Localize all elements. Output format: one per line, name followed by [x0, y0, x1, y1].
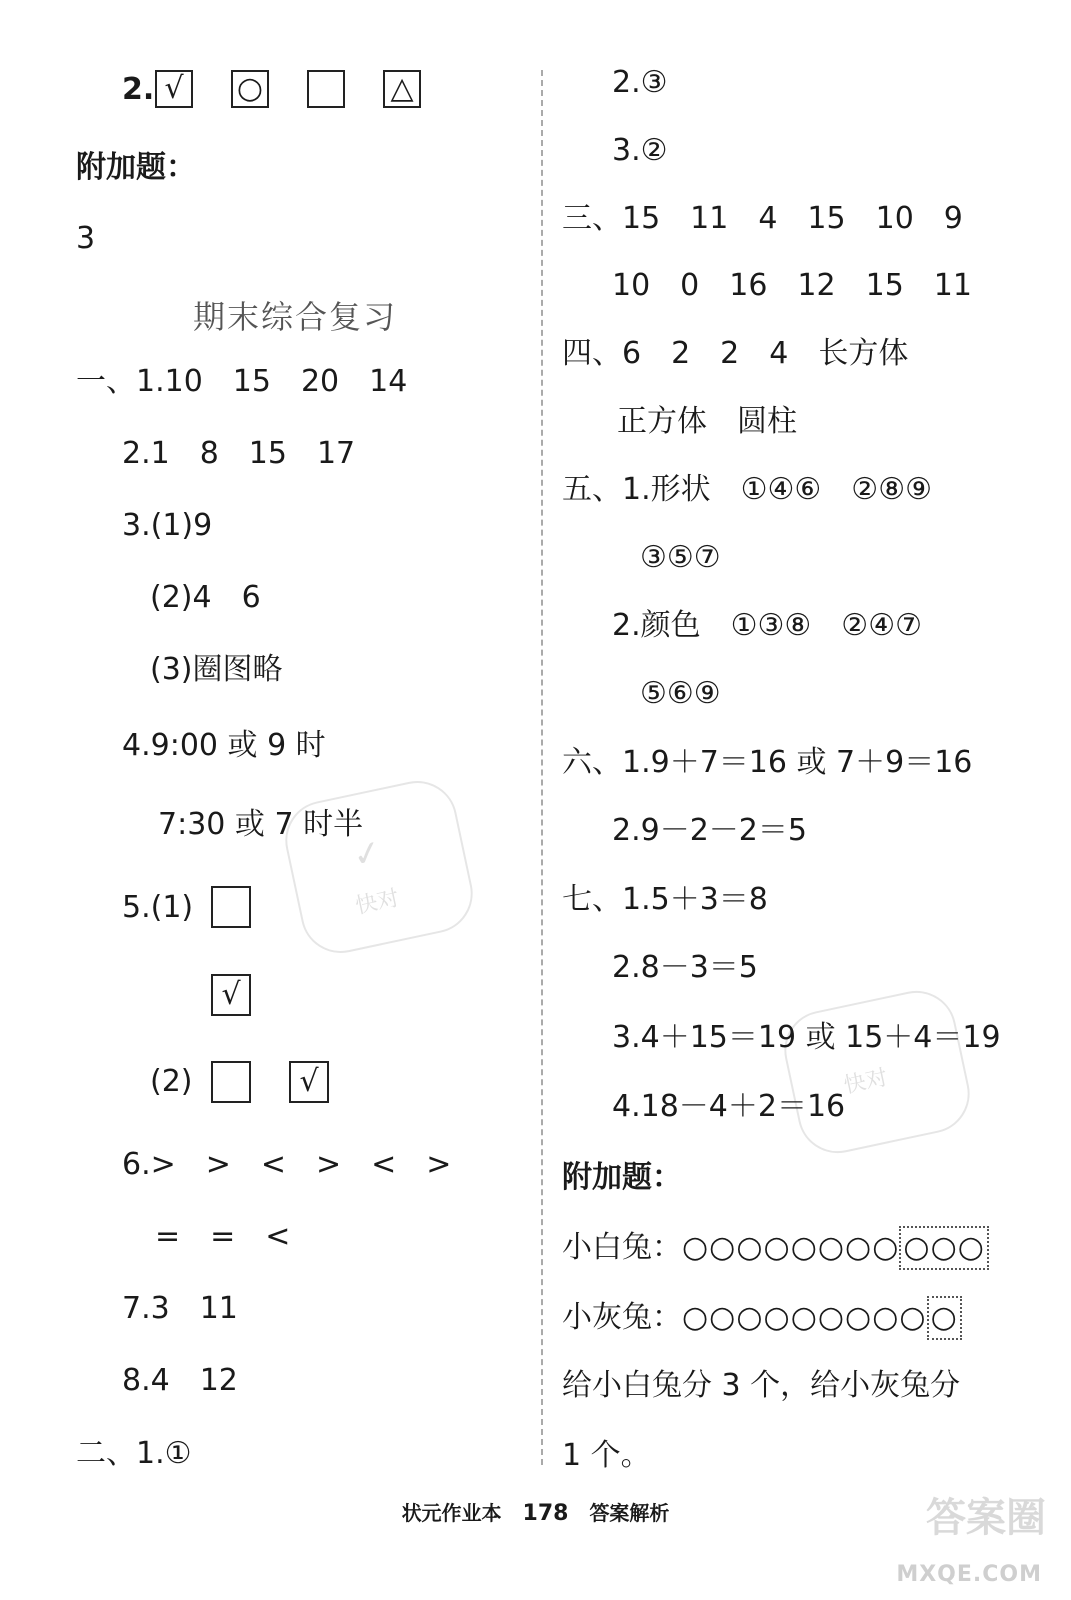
answer-box: √ [211, 974, 251, 1016]
watermark-stamp: 快对 [777, 983, 977, 1160]
answer-line: 2.颜色 ①③⑧ ②④⑦ [612, 608, 922, 643]
answer-line: 2.③ [612, 65, 668, 100]
book-name: 状元作业本 [401, 1501, 502, 1525]
answer-line: 六、1.9＋7＝16 或 7＋9＝16 [562, 745, 973, 780]
answer-line: 七、1.5＋3＝8 [562, 882, 768, 917]
answer-line: 8.4 12 [122, 1363, 238, 1398]
answer-line: 给小白兔分 3 个，给小灰兔分 [562, 1368, 961, 1403]
answer-box [211, 1061, 251, 1103]
answer-line: 2.1 8 15 17 [122, 436, 356, 471]
answer-line: 3.② [612, 133, 668, 168]
answer-line: 4.9:00 或 9 时 [122, 728, 326, 763]
answer-line: 1 个。 [562, 1438, 651, 1473]
answer-line: 一、1.10 15 20 14 [76, 364, 408, 399]
answer-line: = = < [155, 1219, 291, 1254]
answer-box [211, 886, 251, 928]
answer-line: 10 0 16 12 15 11 [612, 268, 972, 303]
bonus-label: 附加题： [562, 1160, 682, 1195]
column-divider [541, 70, 543, 1465]
answer-line: 7:30 或 7 时半 [158, 807, 364, 842]
answer-line: (3)圈图略 [150, 652, 283, 687]
white-rabbit-share: ○○○ [899, 1226, 989, 1270]
answer-box [307, 70, 345, 108]
q2-prefix: 2. [122, 72, 155, 107]
answer-line: ⑤⑥⑨ [640, 676, 721, 711]
white-rabbit-label: 小白兔： [562, 1230, 682, 1265]
answer-line: 二、1.① [76, 1436, 192, 1471]
answer-line: 三、15 11 4 15 10 9 [562, 201, 963, 236]
answer-line: 正方体 圆柱 [617, 404, 797, 439]
grey-rabbit-line [562, 1296, 962, 1340]
grey-rabbit-share: ○ [927, 1296, 962, 1340]
answer-line: 2.9－2－2＝5 [612, 813, 807, 848]
answer-line: 2.8－3＝5 [612, 950, 758, 985]
section-name: 答案解析 [589, 1501, 670, 1525]
answer-line: 3.4＋15＝19 或 15＋4＝19 [612, 1020, 1001, 1055]
white-rabbit-dots: ○○○○○○○○ [682, 1230, 900, 1265]
answer-box: ○ [231, 70, 269, 108]
page-number: 178 [522, 1501, 569, 1526]
answer-line: (2)4 6 [150, 580, 261, 615]
answer-line: 3.(1)9 [122, 508, 213, 543]
section-title: 期末综合复习 [192, 298, 397, 336]
watermark-stamp: ✓ 快对 [278, 774, 480, 961]
answer-line: (2) [150, 1064, 193, 1099]
bonus-label: 附加题： [76, 150, 196, 185]
answer-box: √ [155, 70, 193, 108]
grey-rabbit-label: 小灰兔： [562, 1300, 682, 1335]
bonus-answer: 3 [76, 221, 96, 256]
answer-line: 6.> > < > < > [122, 1147, 452, 1182]
answer-line: 4.18－4＋2＝16 [612, 1089, 846, 1124]
answer-box: √ [289, 1061, 329, 1103]
answer-line: ③⑤⑦ [640, 540, 721, 575]
answer-line: 5.(1) [122, 890, 194, 925]
answer-line: 五、1.形状 ①④⑥ ②⑧⑨ [562, 472, 932, 507]
answer-line: 7.3 11 [122, 1291, 238, 1326]
watermark-logo: 答案圈 MXQE.COM [896, 1495, 1046, 1587]
grey-rabbit-dots: ○○○○○○○○○ [682, 1300, 927, 1335]
white-rabbit-line [562, 1226, 989, 1270]
answer-line: 四、6 2 2 4 长方体 [562, 336, 909, 371]
q2-answer-boxes [155, 70, 421, 108]
answer-box: △ [383, 70, 421, 108]
